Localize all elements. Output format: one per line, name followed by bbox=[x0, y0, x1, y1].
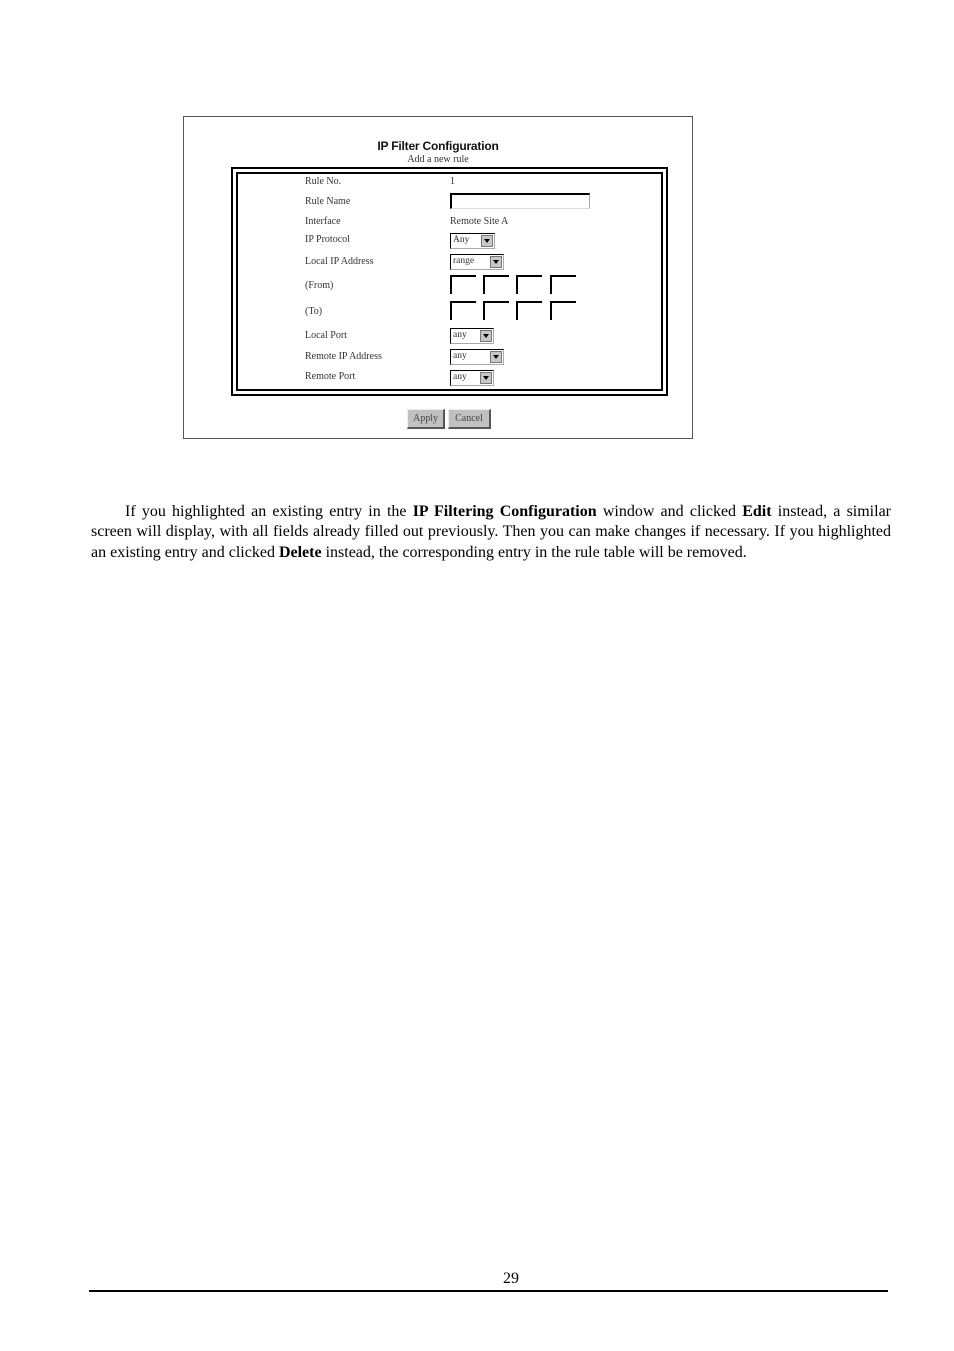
rule-name-label: Rule Name bbox=[305, 196, 351, 207]
paragraph-text: instead, the corresponding entry in the rule table will be removed. bbox=[321, 543, 747, 561]
from-ip-octet-1[interactable] bbox=[450, 275, 476, 294]
to-ip-octet-2[interactable] bbox=[483, 301, 509, 320]
to-ip-octet-4[interactable] bbox=[550, 301, 576, 320]
interface-value: Remote Site A bbox=[450, 216, 509, 227]
remote-ip-address-label: Remote IP Address bbox=[305, 351, 382, 362]
cancel-button[interactable]: Cancel bbox=[448, 409, 491, 429]
paragraph-bold: IP Filtering Configuration bbox=[412, 503, 597, 520]
from-ip-octet-4[interactable] bbox=[550, 275, 576, 294]
chevron-down-icon bbox=[490, 256, 502, 268]
to-ip-octet-3[interactable] bbox=[516, 301, 542, 320]
remote-port-select[interactable] bbox=[450, 370, 494, 386]
local-port-label: Local Port bbox=[305, 330, 347, 341]
paragraph-text: window and clicked bbox=[596, 503, 743, 520]
form-title: IP Filter Configuration bbox=[377, 139, 499, 153]
paragraph-text: If you highlighted an existing entry in the bbox=[125, 503, 413, 520]
ip-filter-configuration-screenshot bbox=[183, 116, 693, 439]
from-ip-octet-3[interactable] bbox=[516, 275, 542, 294]
remote-port-label: Remote Port bbox=[305, 371, 356, 382]
body-paragraph bbox=[91, 502, 891, 563]
form-subtitle: Add a new rule bbox=[407, 154, 469, 165]
page-number: 29 bbox=[503, 1270, 519, 1287]
ip-protocol-select[interactable] bbox=[450, 233, 495, 249]
remote-ip-address-selected: any bbox=[453, 351, 467, 361]
paragraph-text: instead, a similar screen will display, with all fields already filled out previously. Then you can make changes if necessary. If you highlighted an existing entry and clicked bbox=[91, 503, 892, 561]
from-ip-octet-2[interactable] bbox=[483, 275, 509, 294]
to-ip-octet-1[interactable] bbox=[450, 301, 476, 320]
rule-name-input[interactable] bbox=[450, 193, 590, 209]
ip-protocol-label: IP Protocol bbox=[305, 234, 350, 245]
paragraph-bold: Edit bbox=[742, 503, 772, 520]
rule-no-label: Rule No. bbox=[305, 176, 342, 187]
rule-no-value: 1 bbox=[450, 176, 455, 187]
local-ip-address-selected: range bbox=[453, 256, 475, 266]
remote-port-selected: any bbox=[453, 372, 467, 382]
chevron-down-icon bbox=[490, 351, 502, 363]
from-label: (From) bbox=[305, 280, 334, 291]
paragraph-bold: Delete bbox=[278, 543, 322, 561]
ip-protocol-selected: Any bbox=[453, 235, 470, 245]
to-label: (To) bbox=[305, 306, 323, 317]
local-ip-address-label: Local IP Address bbox=[305, 256, 374, 267]
local-port-select[interactable] bbox=[450, 328, 494, 344]
chevron-down-icon bbox=[481, 235, 493, 247]
local-port-selected: any bbox=[453, 330, 467, 340]
chevron-down-icon bbox=[480, 330, 492, 342]
apply-button[interactable]: Apply bbox=[407, 409, 445, 429]
footer-divider bbox=[89, 1290, 888, 1292]
remote-ip-address-select[interactable] bbox=[450, 349, 504, 365]
chevron-down-icon bbox=[480, 372, 492, 384]
interface-label: Interface bbox=[305, 216, 341, 227]
local-ip-address-select[interactable] bbox=[450, 254, 504, 270]
